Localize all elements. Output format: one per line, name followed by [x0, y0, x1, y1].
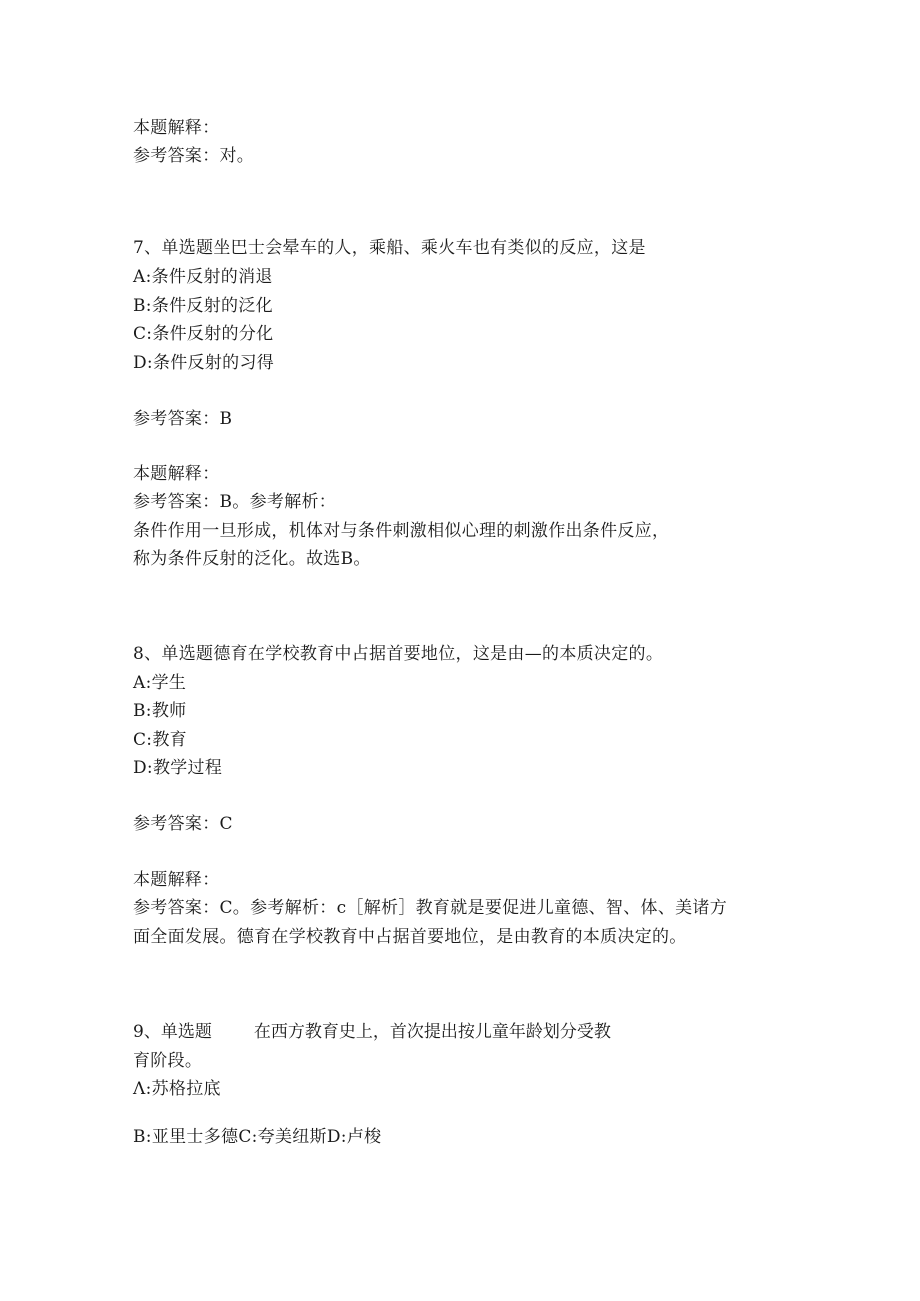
q7-option-b: B:条件反射的泛化 [133, 296, 273, 316]
q7-option-a: A:条件反射的消退 [133, 267, 273, 287]
q7-answer: 参考答案：B [133, 409, 233, 429]
q7-explanation-line-2: 条件作用一旦形成，机体对与条件刺激相似心理的刺激作出条件反应， [133, 521, 670, 541]
q8-explanation-label: 本题解释： [133, 870, 220, 890]
q7-question: 7、单选题坐巴士会晕车的人，乘船、乘火车也有类似的反应，这是 [133, 238, 646, 258]
q9-question [133, 1021, 611, 1043]
q9-question-prefix: 9、单选题 [133, 1022, 212, 1042]
q7-explanation-line-1: 参考答案：B。参考解析： [133, 492, 337, 512]
q8-question: 8、单选题德育在学校教育中占据首要地位，这是由—的本质决定的。 [133, 644, 664, 664]
q9-option-a: Λ:苏格拉底 [133, 1079, 221, 1099]
q8-option-a: A:学生 [133, 673, 187, 693]
q7-option-d: D:条件反射的习得 [133, 353, 275, 373]
q8-option-c: C:教育 [133, 730, 187, 750]
q7-explanation-line-3: 称为条件反射的泛化。故选B。 [133, 549, 371, 569]
q8-option-d: D:教学过程 [133, 758, 223, 778]
q7-option-c: C:条件反射的分化 [133, 324, 274, 344]
q8-explanation-line-2: 面全面发展。德育在学校教育中占据首要地位，是由教育的本质决定的。 [133, 927, 687, 947]
q8-answer: 参考答案：C [133, 814, 233, 834]
answer-line: 参考答案：对。 [133, 146, 255, 166]
q9-question-continued: 育阶段。 [133, 1051, 203, 1071]
q9-options-rest: B:亚里士多德C:夸美纽斯D:卢梭 [133, 1127, 382, 1147]
q8-option-b: B:教师 [133, 701, 187, 721]
q7-explanation-label: 本题解释： [133, 464, 220, 484]
q8-explanation-line-1: 参考答案：C。参考解析：c［解析］教育就是要促进儿童德、智、体、美诸方 [133, 898, 728, 918]
explanation-label: 本题解释： [133, 118, 220, 138]
q9-question-text: 在西方教育史上，首次提出按儿童年龄划分受教 [253, 1022, 611, 1042]
